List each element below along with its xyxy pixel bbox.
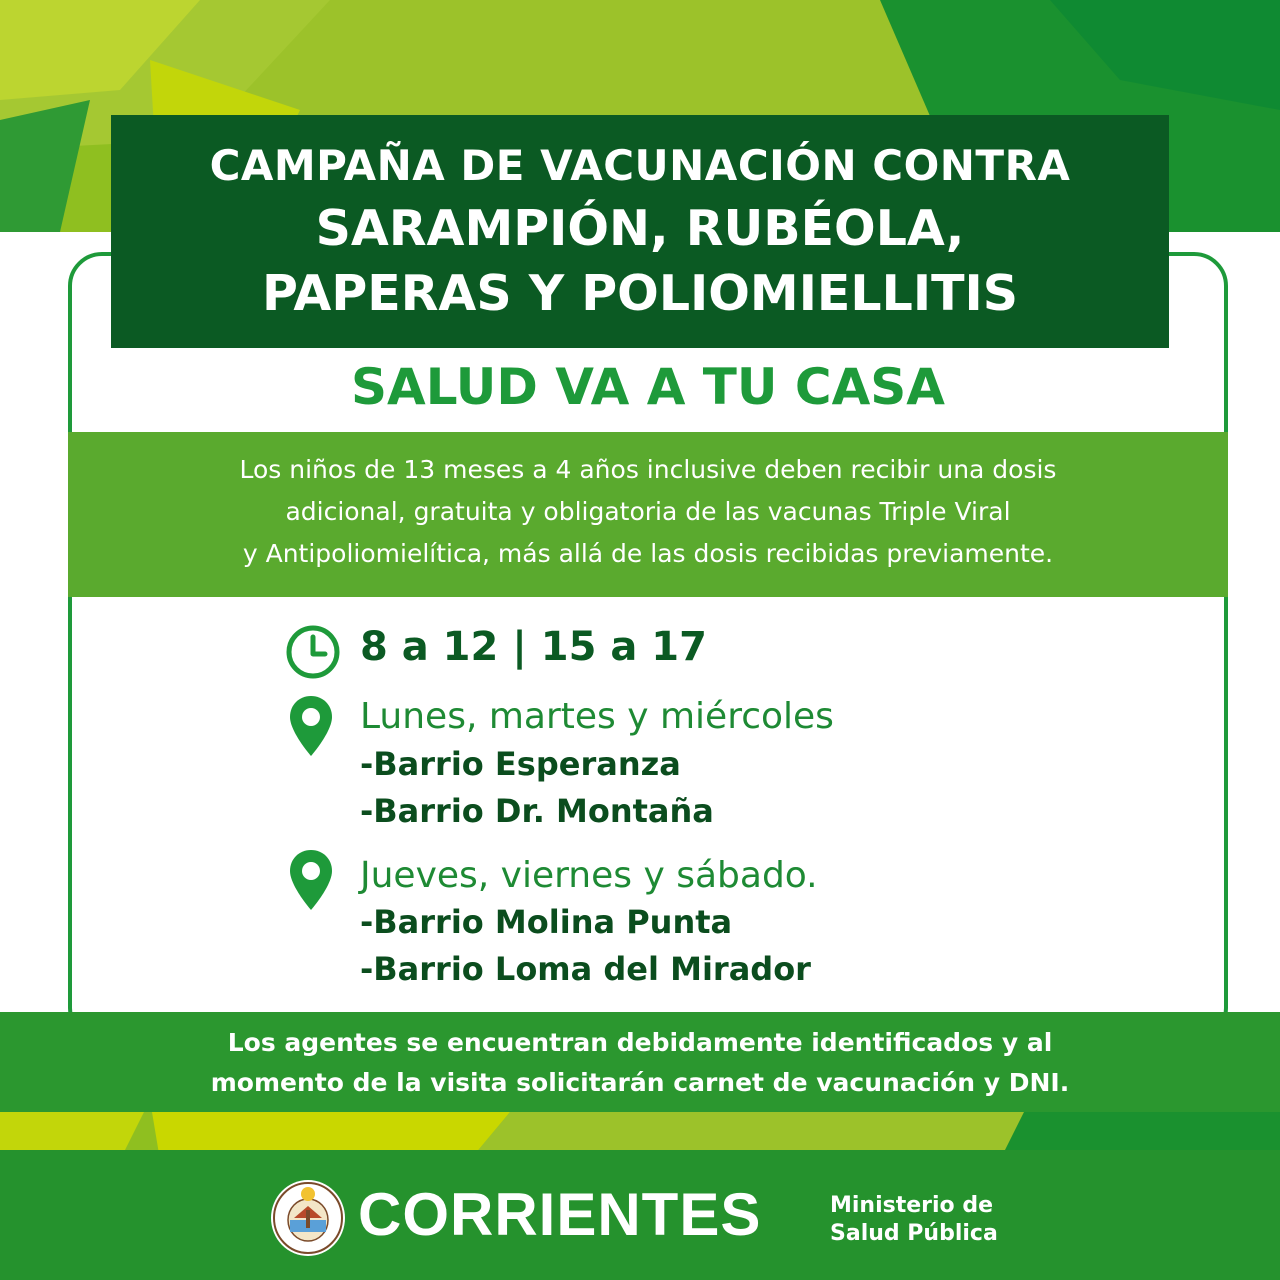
ministry-line-2: Salud Pública <box>830 1221 998 1246</box>
info-line-2: adicional, gratuita y obligatoria de las vacunas Triple Viral <box>285 497 1011 526</box>
footer <box>0 1150 1280 1280</box>
info-band <box>68 432 1228 597</box>
location-pin-icon <box>288 694 334 758</box>
brand-wordmark: CORRIENTES <box>358 1181 762 1248</box>
ministry-line-1: Ministerio de <box>830 1193 994 1218</box>
notice-line-2: momento de la visita solicitarán carnet de vacunación y DNI. <box>210 1068 1070 1097</box>
days-group-1: Lunes, martes y miércoles <box>360 696 834 737</box>
hours-label: 8 a 12 | 15 a 17 <box>360 624 707 670</box>
title-line-1: CAMPAÑA DE VACUNACIÓN CONTRA <box>209 141 1071 190</box>
info-line-1: Los niños de 13 meses a 4 años inclusive deben recibir una dosis <box>239 455 1057 484</box>
title-banner <box>111 115 1169 348</box>
barrio-item: -Barrio Esperanza <box>360 745 681 783</box>
ministry-label <box>830 1192 998 1248</box>
provincial-seal-icon <box>268 1174 348 1258</box>
barrio-item: -Barrio Molina Punta <box>360 903 733 941</box>
clock-icon <box>285 624 341 680</box>
barrio-item: -Barrio Loma del Mirador <box>360 950 811 988</box>
title-line-2: SARAMPIÓN, RUBÉOLA, <box>315 200 965 257</box>
campaign-subtitle: SALUD VA A TU CASA <box>350 358 946 416</box>
notice-line-1: Los agentes se encuentran debidamente identificados y al <box>227 1028 1053 1057</box>
days-group-2: Jueves, viernes y sábado. <box>360 855 818 896</box>
info-line-3: y Antipoliomielítica, más allá de las dosis recibidas previamente. <box>242 539 1054 568</box>
location-pin-icon <box>288 848 334 912</box>
title-line-3: PAPERAS Y POLIOMIELLITIS <box>261 265 1019 322</box>
barrio-item: -Barrio Dr. Montaña <box>360 792 714 830</box>
schedule-section <box>282 610 1082 1030</box>
